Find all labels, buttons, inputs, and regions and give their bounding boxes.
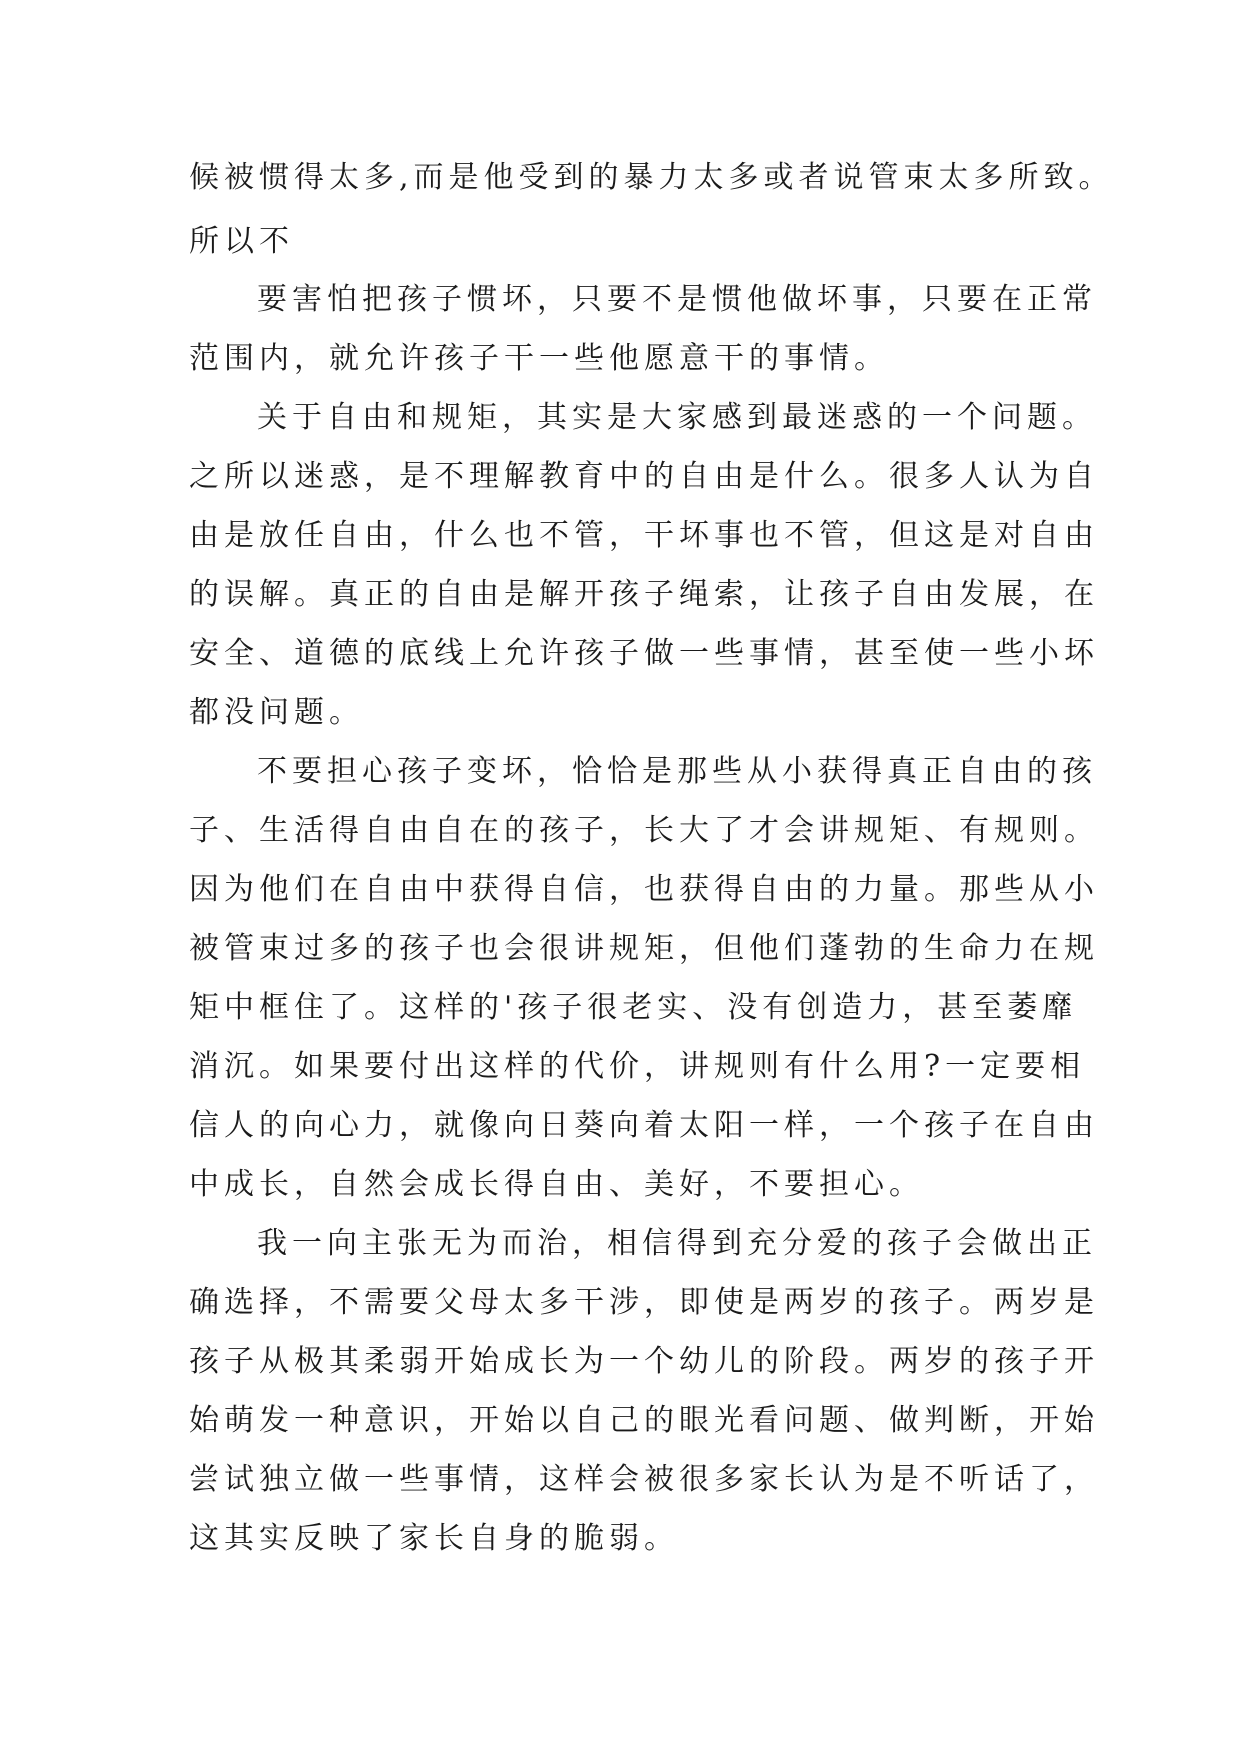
- text-line: 中成长，自然会成长得自由、美好，不要担心。: [189, 1167, 924, 1202]
- text-line: 要害怕把孩子惯坏，只要不是惯他做坏事，只要在正常: [257, 282, 1097, 317]
- text-line: 尝试独立做一些事情，这样会被很多家长认为是不听话了，: [189, 1462, 1099, 1497]
- text-line: 消沉。如果要付出这样的代价，讲规则有什么用?一定要相: [189, 1049, 1086, 1084]
- text-line: 由是放任自由，什么也不管，干坏事也不管，但这是对自由: [189, 518, 1099, 553]
- text-line: 确选择，不需要父母太多干涉，即使是两岁的孩子。两岁是: [189, 1285, 1099, 1320]
- text-line: 这其实反映了家长自身的脆弱。: [189, 1521, 679, 1556]
- text-line: 安全、道德的底线上允许孩子做一些事情，甚至使一些小坏: [189, 636, 1099, 671]
- text-line: 信人的向心力，就像向日葵向着太阳一样，一个孩子在自由: [189, 1108, 1099, 1143]
- text-line: 之所以迷惑，是不理解教育中的自由是什么。很多人认为自: [189, 459, 1099, 494]
- text-line: 不要担心孩子变坏，恰恰是那些从小获得真正自由的孩: [257, 754, 1097, 789]
- text-line: 范围内，就允许孩子干一些他愿意干的事情。: [189, 341, 889, 376]
- text-line: 关于自由和规矩，其实是大家感到最迷惑的一个问题。: [257, 400, 1097, 435]
- text-line: 孩子从极其柔弱开始成长为一个幼儿的阶段。两岁的孩子开: [189, 1344, 1099, 1379]
- text-line: 被管束过多的孩子也会很讲规矩，但他们蓬勃的生命力在规: [189, 931, 1099, 966]
- text-line: 的误解。真正的自由是解开孩子绳索，让孩子自由发展，在: [189, 577, 1099, 612]
- text-line: 矩中框住了。这样的'孩子很老实、没有创造力，甚至萎靡: [189, 990, 1078, 1025]
- text-line: 子、生活得自由自在的孩子，长大了才会讲规矩、有规则。: [189, 813, 1099, 848]
- text-line: 因为他们在自由中获得自信，也获得自由的力量。那些从小: [189, 872, 1099, 907]
- text-line: 我一向主张无为而治，相信得到充分爱的孩子会做出正: [257, 1226, 1097, 1261]
- text-line: 都没问题。: [189, 695, 364, 730]
- text-line: 所以不: [189, 224, 294, 259]
- text-line: 始萌发一种意识，开始以自己的眼光看问题、做判断，开始: [189, 1403, 1099, 1438]
- text-line: 候被惯得太多,而是他受到的暴力太多或者说管束太多所致。: [189, 160, 1114, 195]
